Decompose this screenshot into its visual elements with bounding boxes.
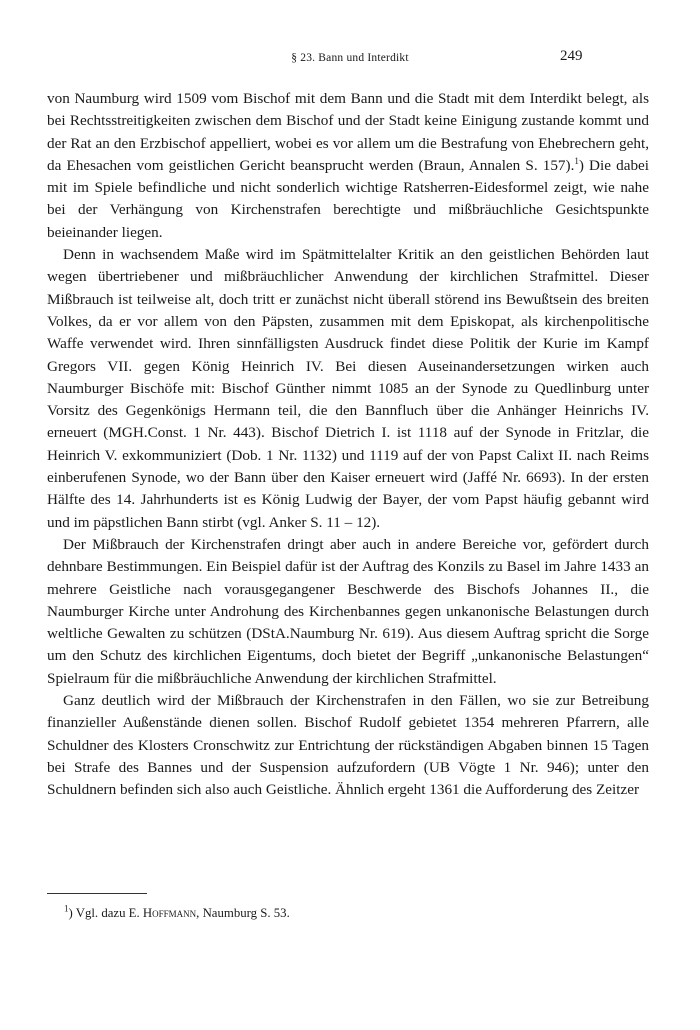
- paragraph-1-text-before: von Naumburg wird 1509 vom Bischof mit dem Bann und die Stadt mit dem Interdikt belegt, als bei Rechtsstreitigkeiten zwischen dem Bischof und der Stadt keine Einigung zustande kommt und der Rat an den Erzbischof appelliert, wobei es vor allem um die Bestrafung von Ehebrechern geht, da Ehesachen vom geistlichen Gericht beansprucht werden (Braun, Annalen S. 157).: [47, 90, 649, 174]
- footnote-text-after: , Naumburg S. 53.: [196, 906, 290, 920]
- footnote-reference-1[interactable]: 1: [574, 155, 579, 166]
- running-title: § 23. Bann und Interdikt: [291, 52, 409, 64]
- paragraph-4: Ganz deutlich wird der Mißbrauch der Kirchenstrafen in den Fällen, wo sie zur Betreibung finanzieller Außenstände dienen sollen. Bischof Rudolf gebietet 1354 mehreren Pfarrern, alle Schuldner des Klosters Cronschwitz zur Entrichtung der rückständigen Abgaben binnen 15 Tagen bei Strafe des Bannes und der Suspension aufzufordern (UB Vögte 1 Nr. 946); unter den Schuldnern befinden sich also auch Geistliche. Ähnlich ergeht 1361 die Aufforderung des Zeitzer: [47, 692, 649, 799]
- footnote-1: $^1$) Vgl. dazu E. Hoffmann, Naumburg S. 53.: [64, 903, 290, 920]
- footnote-text-before: Vgl. dazu E.: [75, 906, 140, 920]
- paragraph-1: [47, 88, 649, 244]
- paragraph-2: Denn in wachsendem Maße wird im Spätmittelalter Kritik an den geistlichen Behörden laut wegen übertriebener und mißbräuchlicher Anwendung der kirchlichen Strafmittel. Dieser Mißbrauch ist teilweise alt, doch tritt er zunächst nicht überall störend ins Bewußtsein des breiten Volkes, da er vor allem von den Päpsten, zusammen mit dem Episkopat, als kirchenpolitische Waffe verwendet wird. Ihren sinnfälligsten Ausdruck findet diese Politik der Kurie im Kampf Gregors VII. gegen König Heinrich IV. Bei diesen Auseinandersetzungen wirken auch Naumburger Bischöfe mit: Bischof Günther nimmt 1085 an der Synode zu Quedlinburg unter Vorsitz des Gegenkönigs Hermann teil, die den Bannfluch über die Anhänger Heinrichs IV. erneuert (MGH.Const. 1 Nr. 443). Bischof Dietrich I. ist 1118 auf der Synode in Fritzlar, die Heinrich V. exkommuniziert (Dob. 1 Nr. 1132) und 1119 auf der von Papst Calixt II. nach Reims einberufenen Synode, wo der Bann über den Kaiser erneuert wird (Jaffé Nr. 6693). In der ersten Hälfte des 14. Jahrhunderts ist es König Ludwig der Bayer, der vom Papst häufig gebannt wird und im päpstlichen Bann stirbt (vgl. Anker S. 11 – 12).: [47, 246, 649, 531]
- body-text: [47, 88, 649, 802]
- footnote-marker: 1: [64, 903, 69, 914]
- page-number: 249: [560, 48, 583, 64]
- paragraph-3: Der Mißbrauch der Kirchenstrafen dringt aber auch in andere Bereiche vor, gefördert durch dehnbare Bestimmungen. Ein Beispiel dafür ist der Auftrag des Konzils zu Basel im Jahre 1433 an mehrere Geistliche nach vorausgegangener Beschwerde des Bischofs Johannes II., die Naumburger Kirche unter Androhung des Kirchenbannes gegen unkanonische Belastungen durch weltliche Gewalten zu schützen (DStA.Naumburg Nr. 619). Aus diesem Auftrag spricht die Sorge um den Schutz des kirchlichen Eigentums, doch bietet der Begriff „unkanonische Belastungen“ Spielraum für die mißbräuchliche Anwendung der kirchlichen Strafmittel.: [47, 535, 649, 687]
- footnote-author: Hoffmann: [142, 906, 197, 920]
- paragraph-1-text-after: ) Die dabei mit im Spiele befindliche und nicht sonderlich wichtige Ratsherren-Eidesformel zeigt, wie nahe bei der Verhängung von Kirchenstrafen berechtigte und mißbräuchliche Gesichtspunkte beieinander liegen.: [47, 156, 649, 241]
- footnote-divider: [47, 893, 147, 894]
